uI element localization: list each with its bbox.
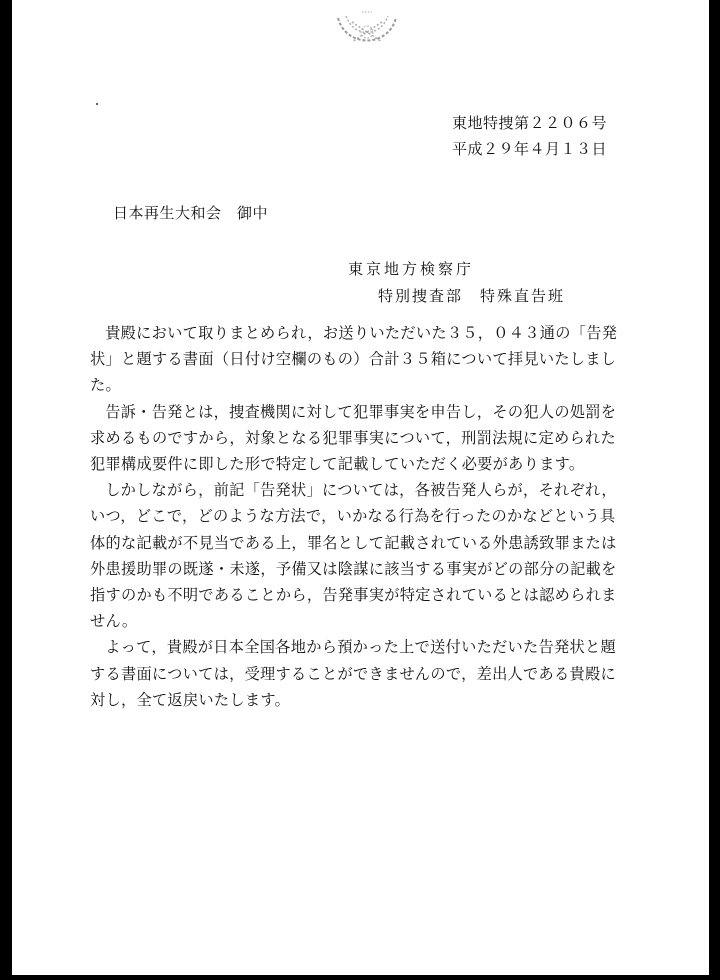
scan-speck <box>96 103 98 105</box>
sender-department: 特別捜査部 特殊直告班 <box>378 287 566 305</box>
document-page <box>12 0 709 975</box>
sender-organization: 東京地方検察庁 <box>348 260 475 278</box>
stamp-mark-icon <box>332 8 402 54</box>
reference-block <box>452 110 607 162</box>
addressee: 日本再生大和会 御中 <box>113 204 269 222</box>
reference-number: 東地特捜第２２０６号 <box>451 114 607 132</box>
paragraph-2: 告訴・告発とは，捜査機関に対して犯罪事実を申告し，その犯人の処罰を求めるものですから，対象となる犯罪事実について，刑罰法規に定められた犯罪構成要件に即した形で特定して記載していただく必要があります。 <box>90 402 617 474</box>
letter-body <box>90 320 630 713</box>
document-date: 平成２９年４月１３日 <box>451 140 607 158</box>
paragraph-4: よって，貴殿が日本全国各地から預かった上で送付いただいた告発状と題する書面については，受理することができませんので，差出人である貴殿に対し，全て返戻いたします。 <box>90 638 616 709</box>
sender-block <box>348 256 565 310</box>
paragraph-1: 貴殿において取りまとめられ，お送りいただいた３５，０４３通の「告発状」と題する書面（日付け空欄のもの）合計３５箱について拝見いたしました。 <box>90 324 618 395</box>
paragraph-3: しかしながら，前記「告発状」については，各被告発人らが，それぞれ，いつ，どこで，どのような方法で，いかなる行為を行ったのかなどという具体的な記載が不見当である上，罪名として記載されている外患誘致罪または外患援助罪の既遂・未遂，予備又は陰謀に該当する事実がどの部分の記載を指すのかも不明であることから，告発事実が特定されているとは認められません。 <box>90 481 617 631</box>
